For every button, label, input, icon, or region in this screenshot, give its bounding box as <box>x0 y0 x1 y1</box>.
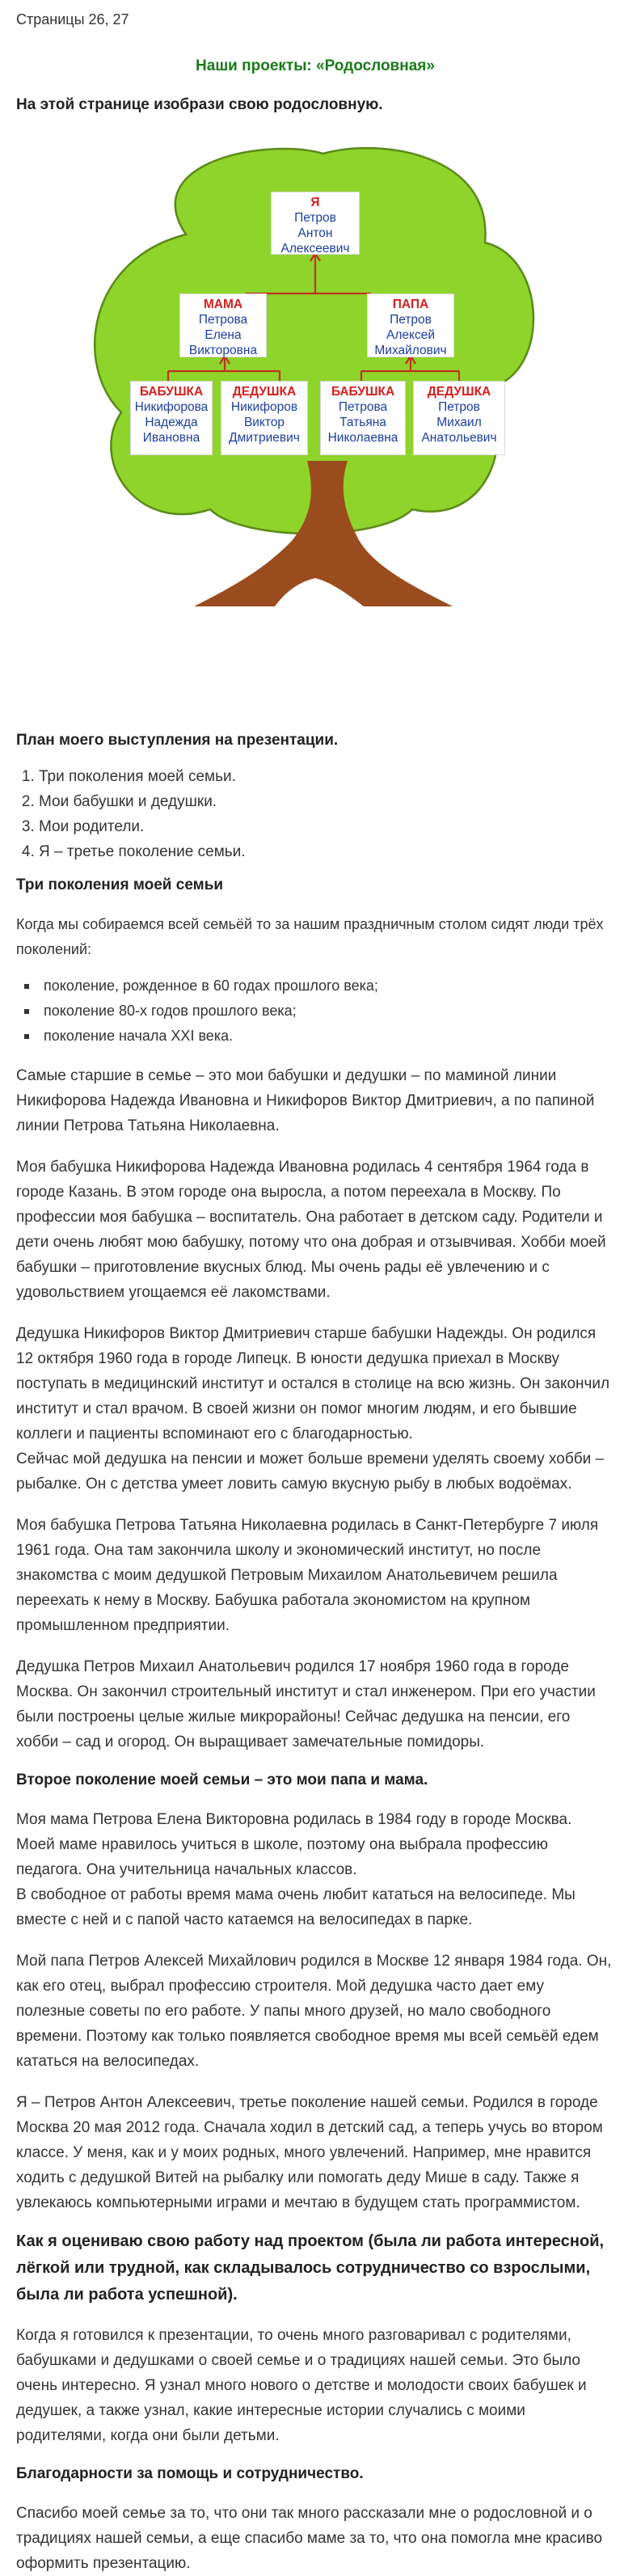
list-item: поколение 80-х годов прошлого века; <box>44 999 614 1024</box>
tree-node-me <box>272 192 359 254</box>
node-patronymic: Николаевна <box>327 431 398 445</box>
node-firstname: Надежда <box>145 416 198 429</box>
list-item: поколение начала XXI века. <box>44 1024 614 1049</box>
node-role: БАБУШКА <box>331 385 395 399</box>
paragraph-grandmother-nikiforova: Моя бабушка Никифорова Надежда Ивановна родилась 4 сентября 1964 года в городе Казань. В этом городе она выросла, а потом переехала в Москву. По профессии моя бабушка – воспитатель. Она работает в детском саду. Родители и дети очень любят мою бабушку, потому что она добрая и отзывчивая. Хобби моей бабушки – приготовление вкусных блюд. Мы очень рады её увлечению и с удовольствием угощаемся её лакомствами. <box>16 1159 606 1301</box>
tree-node-grandfather-paternal <box>414 382 504 454</box>
node-surname: Петров <box>390 313 432 327</box>
node-role: Я <box>310 196 320 209</box>
tree-node-mother <box>180 294 266 357</box>
family-tree <box>0 121 624 606</box>
paragraph-mother: Моя мама Петрова Елена Викторовна родилась в 1984 году в городе Москва. Моей маме нравилось учиться в школе, поэтому она выбрала профессию педагога. Она учительница начальных классов. В свободное от работы время мама очень любит кататься на велосипеде. Мы вместе с ней и с папой часто катаемся на велосипедах в парке. <box>16 1811 576 1928</box>
node-firstname: Алексей <box>386 328 435 342</box>
node-firstname: Михаил <box>436 416 482 429</box>
node-firstname: Виктор <box>243 416 285 429</box>
section-heading-self-evaluation: Как я оцениваю свою работу над проектом (была ли работа интересной, лёгкой или трудной, как складывалось сотрудничество со взрослыми, была ли работа успешной). <box>16 2232 605 2304</box>
node-surname: Петров <box>294 211 336 225</box>
list-item: 1. Три поколения моей семьи. <box>39 764 614 789</box>
node-surname: Петрова <box>338 400 388 414</box>
list-item: 3. Мои родители. <box>39 814 614 839</box>
paragraph-grandfather-nikiforov: Дедушка Никифоров Виктор Дмитриевич старше бабушки Надежды. Он родился 12 октября 1960 года в городе Липецк. В юности дедушка приехал в Москву поступать в медицинский институт и остался в столице на всю жизнь. Он закончил институт и стал врачом. В своей жизни он помог многим людям, и его бывшие коллеги и пациенты вспоминают его с благодарностью. Сейчас мой дедушка на пенсии и может больше времени уделять своему хобби – рыбалке. Он с детства умеет ловить самую вкусную рыбу в любых водоёмах. <box>16 1325 610 1493</box>
node-role: ДЕДУШКА <box>232 385 297 399</box>
pages-label: Страницы 26, 27 <box>16 11 129 27</box>
node-firstname: Елена <box>204 328 242 342</box>
plan-list <box>16 764 614 864</box>
node-surname: Петрова <box>198 313 248 327</box>
node-firstname: Татьяна <box>339 416 386 429</box>
list-item: 4. Я – третье поколение семьи. <box>39 839 614 864</box>
plan-heading: План моего выступления на презентации. <box>16 732 339 749</box>
paragraph-self-evaluation: Когда я готовился к презентации, то очень много разговаривал с родителями, бабушками и дедушками о своей семье и о традициях нашей семьи. Это было очень интересно. Я узнал много нового о детстве и молодости своих бабушек и дедушек, а также узнал, какие интересные истории случались с моими родителями, когда они были детьми. <box>16 2327 587 2444</box>
project-title: Наши проекты: «Родословная» <box>196 57 435 74</box>
tree-node-grandfather-maternal <box>221 382 307 454</box>
node-patronymic: Викторовна <box>188 344 258 357</box>
node-patronymic: Ивановна <box>142 431 200 445</box>
paragraph-grandfather-petrov: Дедушка Петров Михаил Анатольевич родился 17 ноября 1960 года в городе Москва. Он закончил строительный институт и стал инженером. При его участии были построены целые жилые микрорайоны! Сейчас дедушка на пенсии, его хобби – сад и огород. Он выращивает замечательные помидоры. <box>16 1658 596 1750</box>
section1-intro: Когда мы собираемся всей семьёй то за нашим праздничным столом сидят люди трёх поколений: <box>16 916 604 957</box>
section-heading-second-generation: Второе поколение моей семьи – это мои папа и мама. <box>16 1772 428 1788</box>
paragraph-acknowledgements: Спасибо моей семье за то, что они так много рассказали мне о родословной и о традициях нашей семьи, а еще спасибо маме за то, что она помогла мне красиво оформить презентацию. <box>16 2505 603 2572</box>
paragraph-father: Мой папа Петров Алексей Михайлович родился в Москве 12 января 1984 года. Он, как его отец, выбрал профессию строителя. Мой дедушка часто дает ему полезные советы по его работе. У папы много друзей, но мало свободного времени. Поэтому как только появляется свободное время мы всей семьёй едем кататься на велосипедах. <box>16 1953 612 2070</box>
tree-node-grandmother-paternal <box>321 382 405 454</box>
paragraph-eldest: Самые старшие в семье – это мои бабушки и дедушки – по маминой линии Никифорова Надежда Ивановна и Никифоров Виктор Дмитриевич, а по папиной линии Петрова Татьяна Николаевна. <box>16 1067 595 1134</box>
node-role: БАБУШКА <box>139 385 204 399</box>
tree-node-father <box>368 294 453 357</box>
list-item: поколение, рожденное в 60 годах прошлого века; <box>44 973 614 999</box>
instruction-text: На этой странице изобрази свою родословную. <box>16 96 383 113</box>
node-surname: Никифоров <box>230 400 298 414</box>
paragraph-me: Я – Петров Антон Алексеевич, третье поколение нашей семьи. Родился в городе Москва 20 мая 2012 года. Сначала ходил в детский сад, а теперь учусь во втором классе. У меня, как и у моих родных, много увлечений. Например, мне нравится ходить с дедушкой Витей на рыбалку или помогать деду Мише в саду. Также я увлекаюсь компьютерными играми и мечтаю в будущем стать программистом. <box>16 2094 603 2211</box>
node-patronymic: Михайлович <box>374 344 447 357</box>
paragraph-grandmother-petrova: Моя бабушка Петрова Татьяна Николаевна родилась в Санкт-Петербурге 7 июля 1961 года. Она там закончила школу и экономический институт, но после знакомства с моим дедушкой Петровым Михаилом Анатольевичем решила переехать к нему в Москву. Бабушка работала экономистом на крупном промышленном предприятии. <box>16 1517 599 1634</box>
node-surname: Никифорова <box>134 400 209 414</box>
node-role: МАМА <box>203 298 243 311</box>
node-firstname: Антон <box>297 226 333 240</box>
node-role: ДЕДУШКА <box>427 385 491 399</box>
section-heading-acknowledgements: Благодарности за помощь и сотрудничество. <box>16 2465 364 2482</box>
node-patronymic: Дмитриевич <box>229 431 300 445</box>
node-surname: Петров <box>438 400 480 414</box>
node-patronymic: Анатольевич <box>421 431 497 445</box>
node-patronymic: Алексеевич <box>280 242 350 255</box>
section-heading-three-generations: Три поколения моей семьи <box>16 876 224 893</box>
tree-node-grandmother-maternal <box>131 382 212 454</box>
generations-list <box>16 973 614 1049</box>
node-role: ПАПА <box>392 298 429 311</box>
list-item: 2. Мои бабушки и дедушки. <box>39 789 614 814</box>
